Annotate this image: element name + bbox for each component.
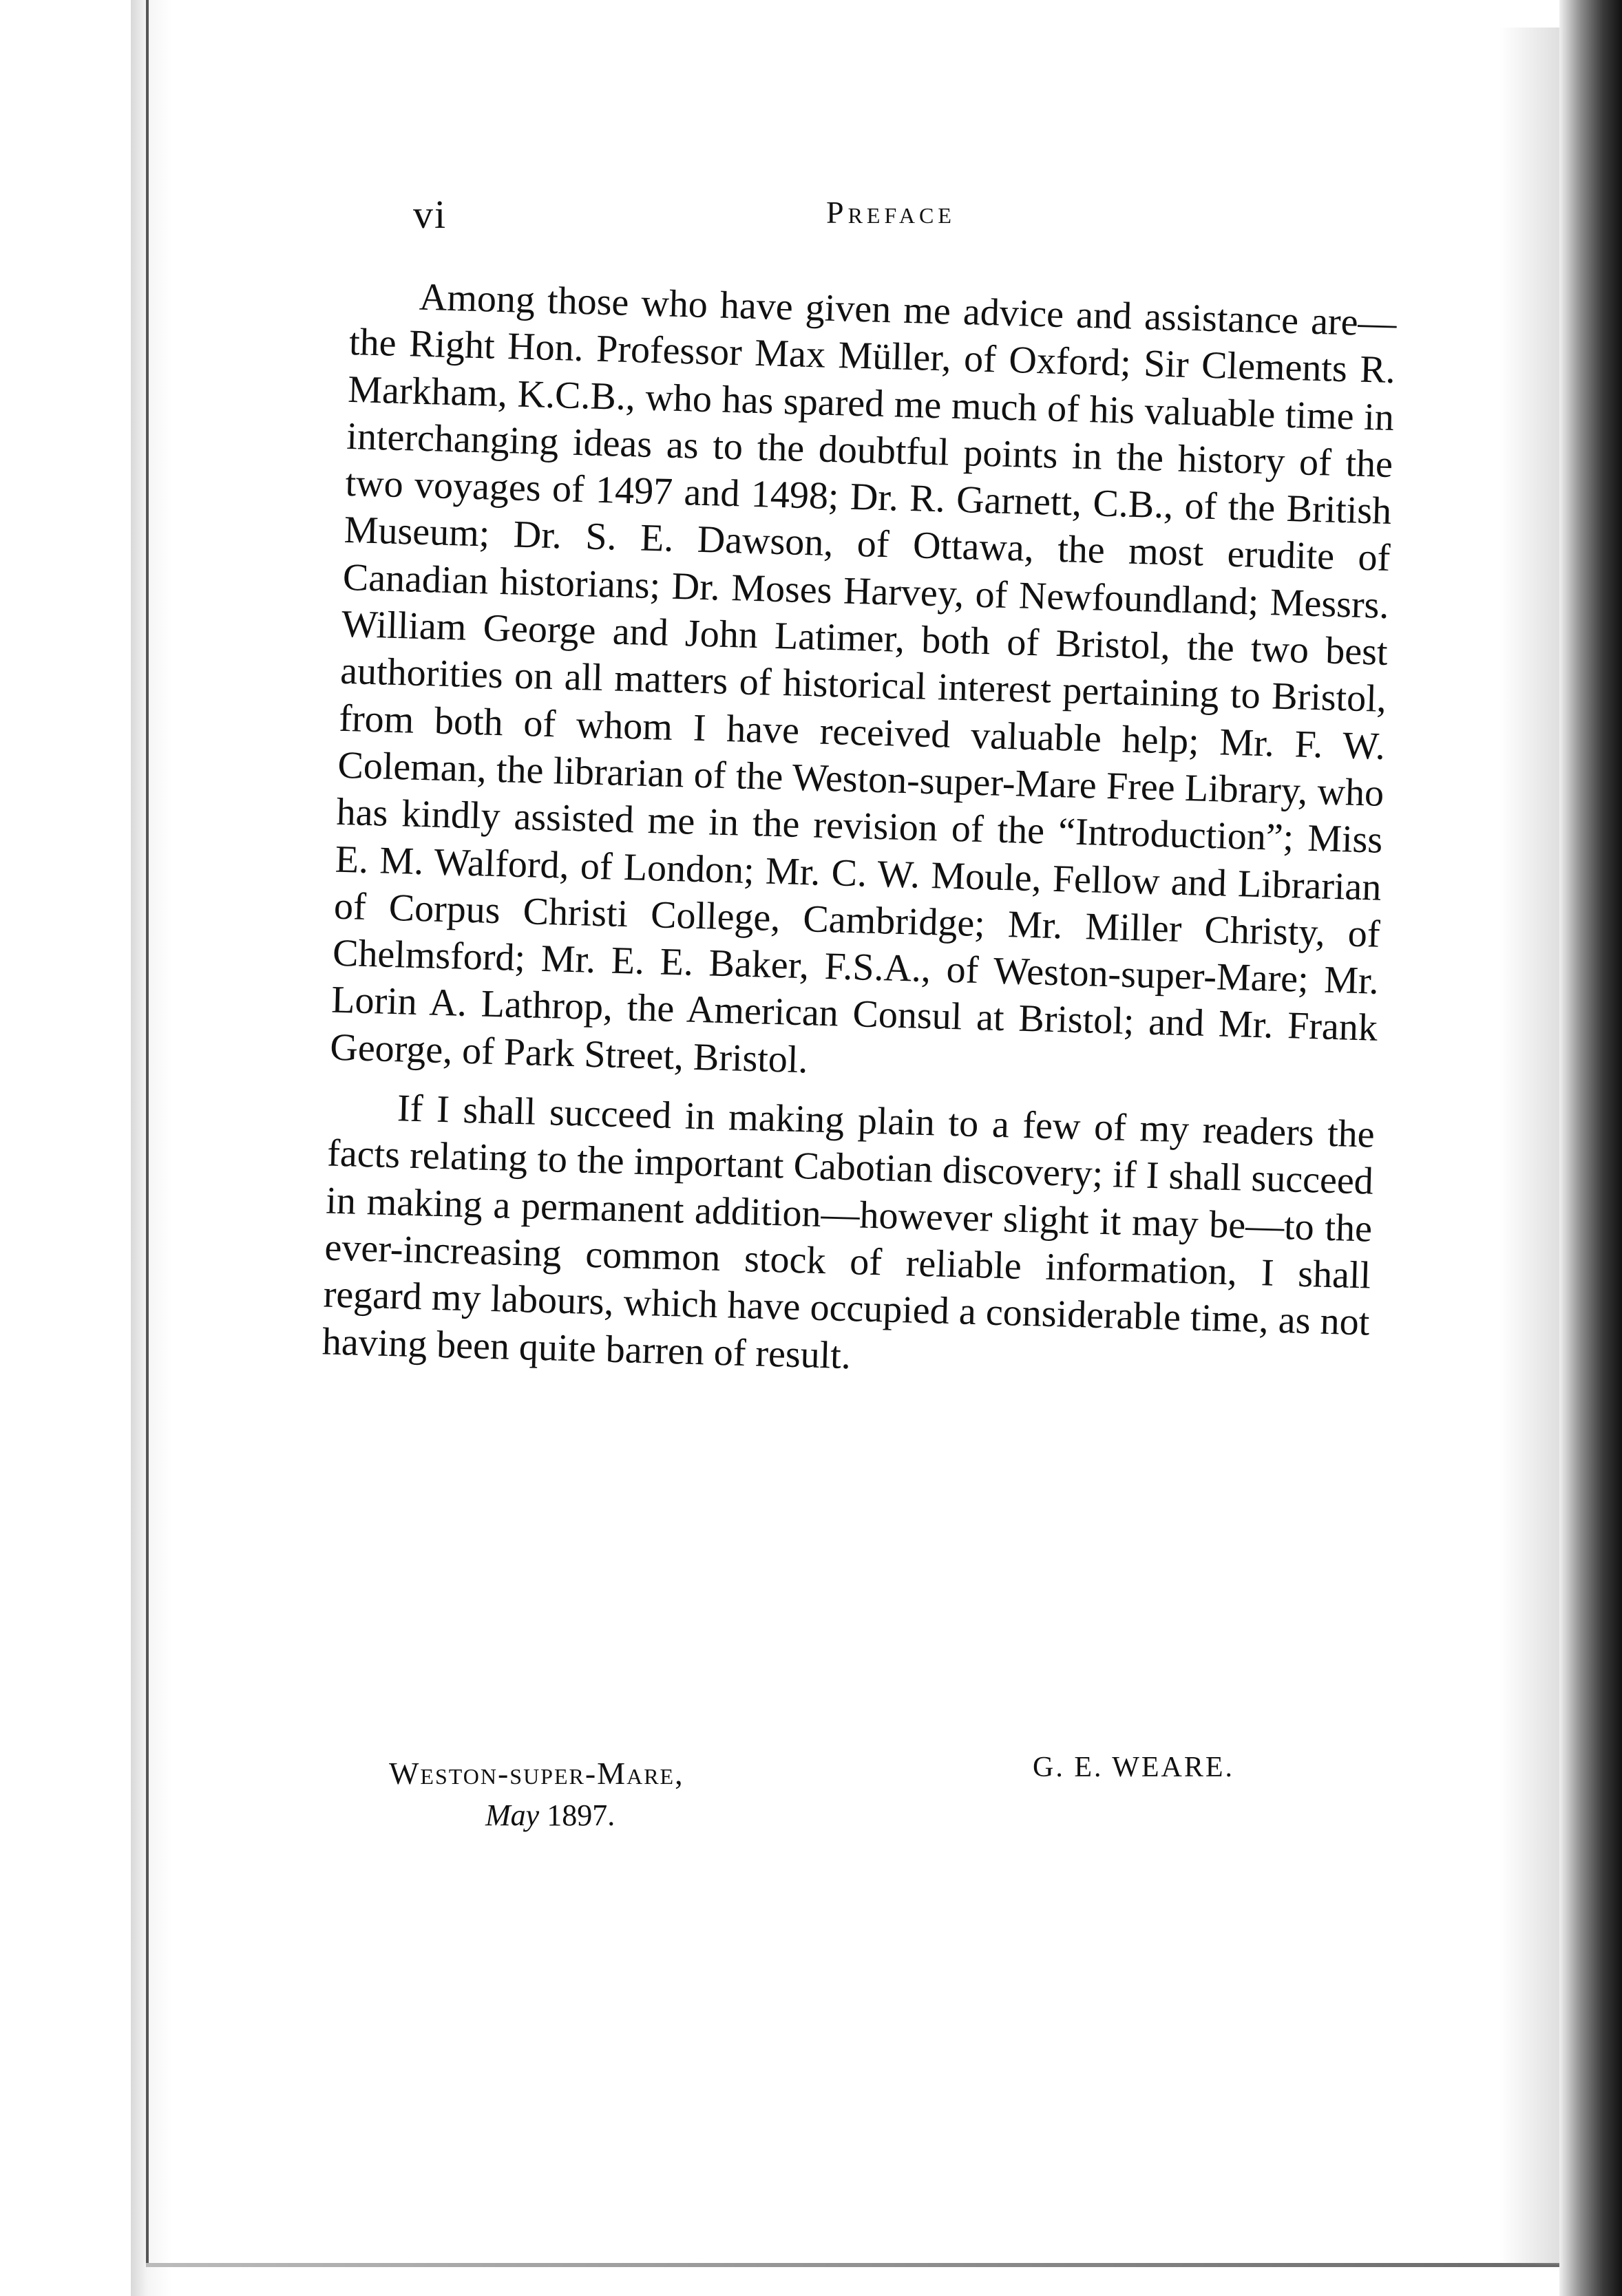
running-title: Preface <box>826 195 956 230</box>
signature-date <box>485 1798 615 1833</box>
signature-place: Weston-super-Mare, <box>389 1756 684 1791</box>
page-left-edge <box>146 0 149 2264</box>
signature-date-year: 1897. <box>547 1798 615 1832</box>
page-number: vi <box>413 192 447 237</box>
signature-author: G. E. WEARE. <box>1033 1752 1235 1783</box>
paragraph-closing: If I shall succeed in making plain to a few of my readers the facts relating to the important Cabotian discovery; if I shall succeed in making a permanent addition—however slight it may be—to the ever-increasing common stock of reliable information, I shall regard my labours, which have occupied a considerable time, as not having been quite barren of result. <box>322 1087 1376 1377</box>
page-left-shadow <box>131 0 172 2296</box>
page-bottom-edge <box>146 2263 1605 2267</box>
book-gutter <box>1559 0 1622 2296</box>
signature-block <box>389 1752 1353 1865</box>
page-header <box>413 191 1398 246</box>
page-right-shadow <box>1499 28 1561 2264</box>
body-text <box>322 272 1397 1393</box>
signature-date-month: May <box>485 1798 540 1832</box>
paragraph-acknowledgements: Among those who have given me advice and assistance are—the Right Hon. Professor Max Müller, of Oxford; Sir Clements R. Markham, K.C.B., who has spared me much of his valuable time in interchanging ideas as to the doubtful points in the history of the two voyages of 1497 and 1498; Dr. R. Garnett, C.B., of the British Museum; Dr. S. E. Dawson, of Ottawa, the most erudite of Canadian historians; Dr. Moses Harvey, of Newfoundland; Messrs. William George and John Latimer, both of Bristol, the two best authorities on all matters of historical interest pertaining to Bristol, from both of whom I have received valuable help; Mr. F. W. Coleman, the librarian of the Weston-super-Mare Free Library, who has kindly assisted me in the revision of the “Introduction”; Miss E. M. Walford, of London; Mr. C. W. Moule, Fellow and Librarian of Corpus Christi College, Cambridge; Mr. Miller Christy, of Chelmsford; Mr. E. E. Baker, F.S.A., of Weston-super-Mare; Mr. Lorin A. Lathrop, the American Consul at Bristol; and Mr. Frank George, of Park Street, Bristol. <box>329 275 1398 1082</box>
